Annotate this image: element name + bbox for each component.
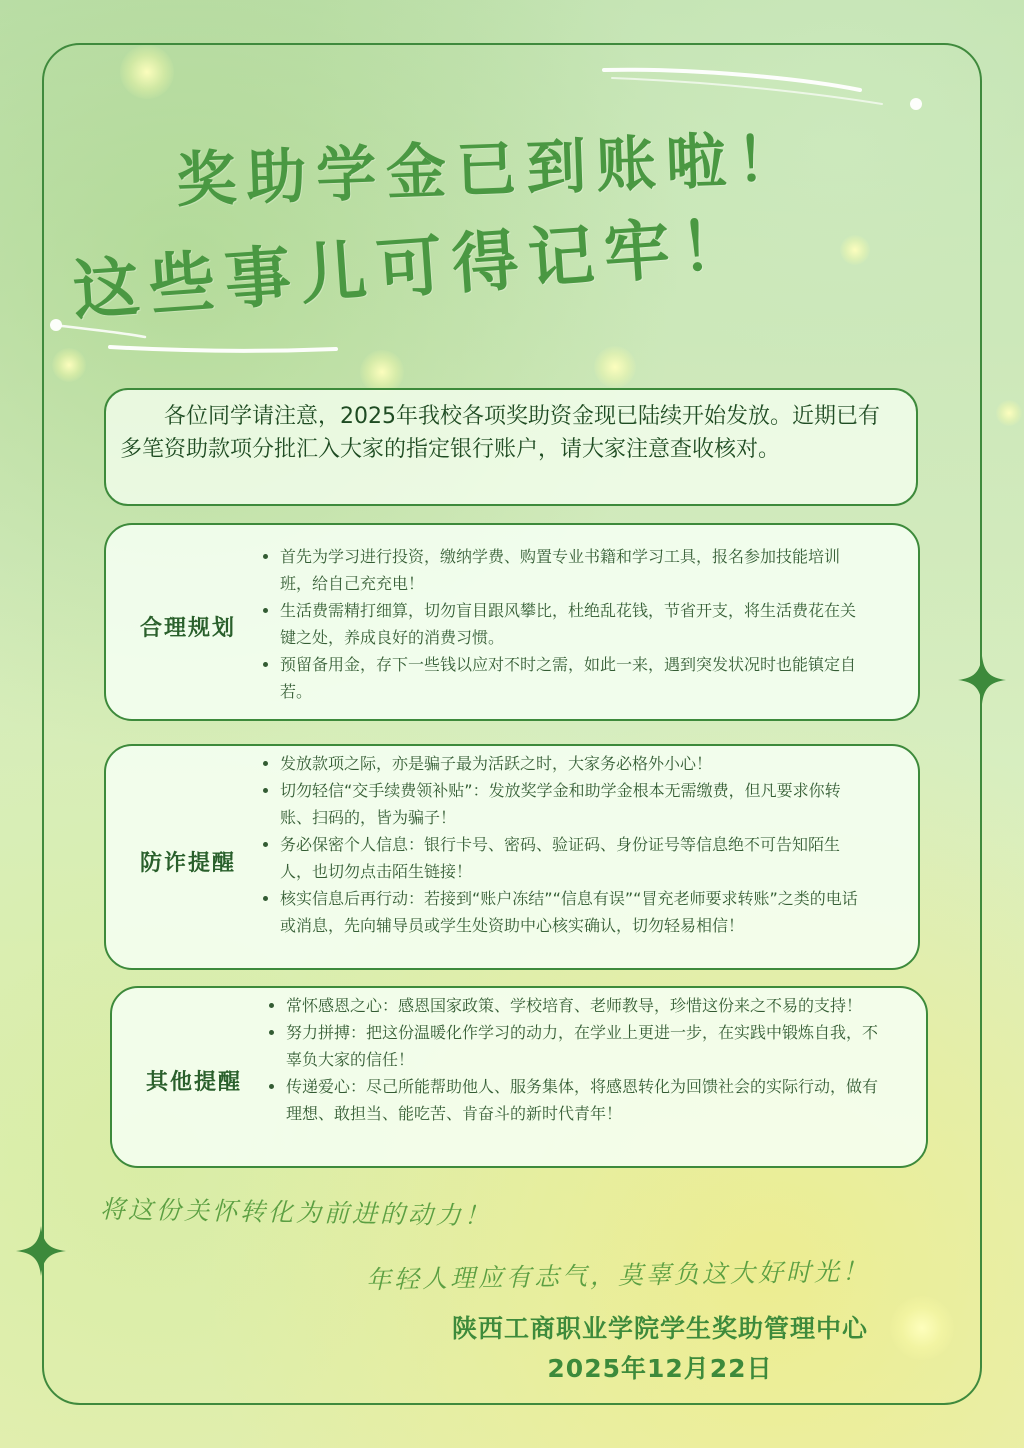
headline-line-1: 奖助学金已到账啦！: [175, 124, 808, 216]
list-item: • 努力拼搏：把这份温暖化作学习的动力，在学业上更进一步，在实践中锻炼自我，不辜负大家的信任！: [286, 1019, 878, 1073]
other-reminders-list: [262, 992, 878, 1127]
headline-line-2: 这些事儿可得记牢！: [70, 204, 759, 330]
signature-organization: 陕西工商职业学院学生奖助管理中心: [451, 1314, 868, 1343]
list-item: • 务必保密个人信息：银行卡号、密码、验证码、身份证号等信息绝不可告知陌生人，也切勿点击陌生链接！: [280, 831, 870, 885]
list-item: • 传递爱心：尽己所能帮助他人、服务集体，将感恩转化为回馈社会的实际行动，做有理想、敢担当、能吃苦、肯奋斗的新时代青年！: [286, 1073, 878, 1127]
signature-date: 2025年12月22日: [547, 1354, 773, 1383]
section-other-reminders: [110, 986, 928, 1168]
sparkle-icon: [958, 656, 1006, 704]
section-title-other-reminders: 其他提醒: [146, 1070, 243, 1095]
list-item: • 发放款项之际，亦是骗子最为活跃之时，大家务必格外小心！: [280, 750, 870, 777]
anti-fraud-list: [256, 750, 870, 939]
list-item: • 切勿轻信“交手续费领补贴”：发放奖学金和助学金根本无需缴费，但凡要求你转账、扫码的，皆为骗子！: [280, 777, 870, 831]
section-anti-fraud: [104, 744, 920, 970]
list-item: • 首先为学习进行投资，缴纳学费、购置专业书籍和学习工具，报名参加技能培训班，给自己充充电！: [280, 543, 870, 597]
planning-list: [256, 543, 870, 705]
closing-line-2: 年轻人理应有志气，莫辜负这大好时光！: [365, 1256, 871, 1295]
sparkle-icon: [16, 1226, 66, 1276]
section-title-anti-fraud: 防诈提醒: [140, 851, 237, 876]
intro-notice-box: [104, 388, 918, 506]
section-planning: [104, 523, 920, 721]
list-item: • 常怀感恩之心：感恩国家政策、学校培育、老师教导，珍惜这份来之不易的支持！: [286, 992, 878, 1019]
list-item: • 生活费需精打细算，切勿盲目跟风攀比，杜绝乱花钱，节省开支，将生活费花在关键之处，养成良好的消费习惯。: [280, 597, 870, 651]
closing-line-1: 将这份关怀转化为前进的动力！: [99, 1194, 493, 1231]
list-item: • 核实信息后再行动：若接到“账户冻结”“信息有误”“冒充老师要求转账”之类的电话或消息，先向辅导员或学生处资助中心核实确认，切勿轻易相信！: [280, 885, 870, 939]
list-item: • 预留备用金，存下一些钱以应对不时之需，如此一来，遇到突发状况时也能镇定自若。: [280, 651, 870, 705]
intro-notice-text: 各位同学请注意，2025年我校各项奖助资金现已陆续开始发放。近期已有多笔资助款项分批汇入大家的指定银行账户，请大家注意查收核对。: [120, 404, 880, 462]
section-title-planning: 合理规划: [140, 616, 237, 641]
signature-block: [430, 1309, 890, 1388]
